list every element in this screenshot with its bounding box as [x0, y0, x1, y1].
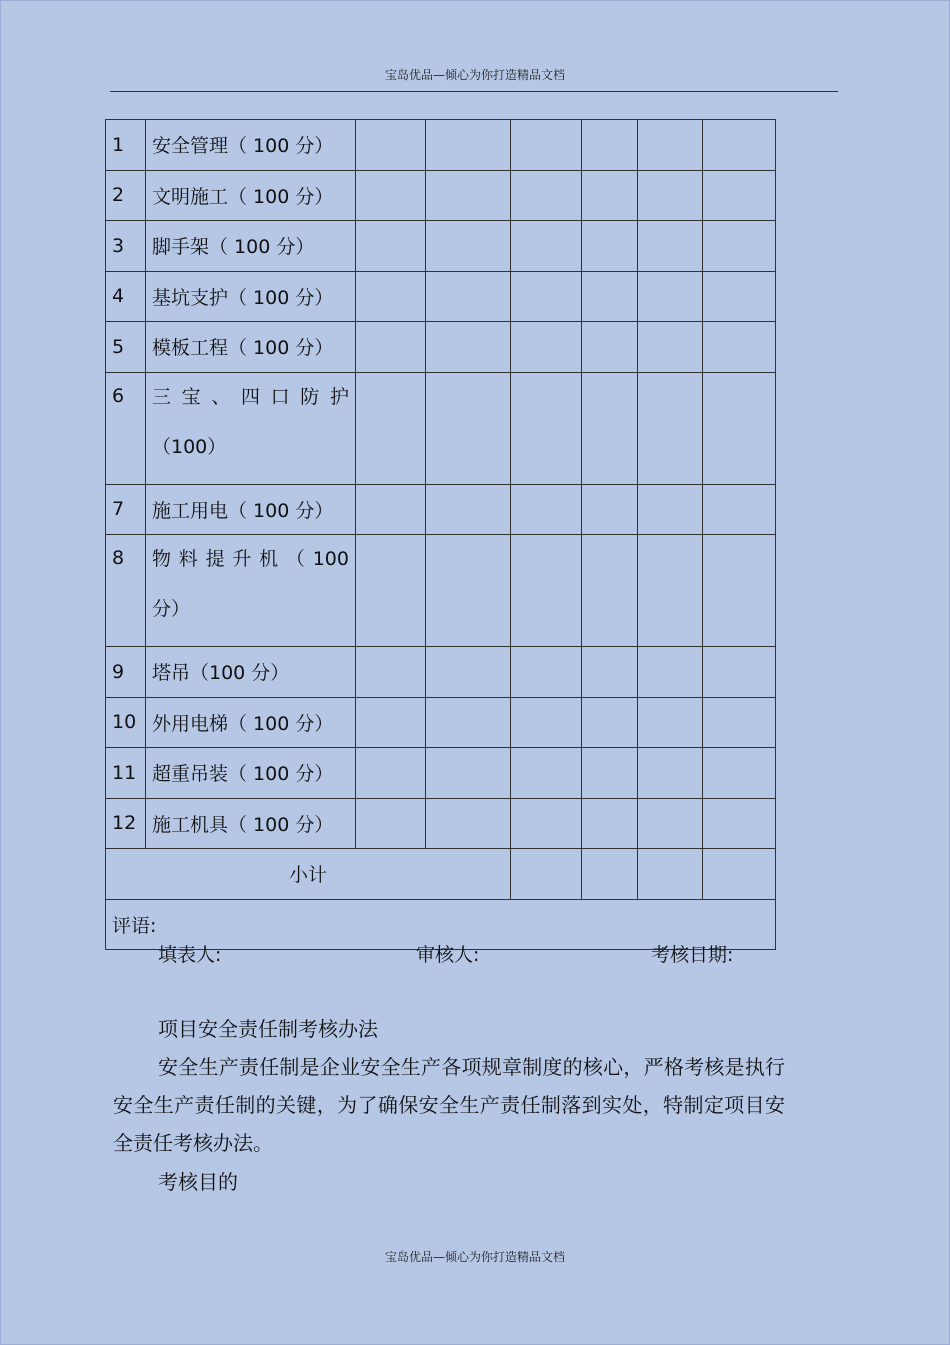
score-cell: [703, 697, 776, 748]
item-name: 脚手架（ 100 分）: [146, 221, 356, 272]
score-cell: [511, 798, 582, 849]
score-cell: [426, 748, 511, 799]
score-cell: [703, 535, 776, 647]
score-cell: [511, 697, 582, 748]
score-cell: [638, 372, 703, 484]
item-name: 安全管理（ 100 分）: [146, 120, 356, 171]
assessment-date-label: 考核日期:: [651, 944, 734, 966]
score-cell: [356, 170, 426, 221]
score-cell: [511, 484, 582, 535]
item-name: [146, 535, 356, 647]
row-number: 7: [106, 484, 146, 535]
score-cell: [638, 221, 703, 272]
item-char: 机: [259, 548, 279, 570]
score-cell: [703, 120, 776, 171]
item-name-line1: [152, 545, 349, 573]
item-char: 、: [211, 385, 231, 408]
header-rule: [110, 91, 838, 92]
score-cell: [511, 221, 582, 272]
table-row: [106, 535, 776, 647]
row-number: 10: [106, 697, 146, 748]
score-cell: [356, 221, 426, 272]
score-cell: [426, 647, 511, 698]
score-cell: [638, 271, 703, 322]
comment-label: 评语:: [106, 899, 776, 949]
row-number: 9: [106, 647, 146, 698]
subtotal-cell: [638, 849, 703, 900]
row-number: 6: [106, 372, 146, 484]
item-char: 提: [205, 548, 225, 570]
subtotal-cell: [582, 849, 638, 900]
item-char: （: [285, 548, 305, 570]
item-name: 施工用电（ 100 分）: [146, 484, 356, 535]
score-cell: [582, 271, 638, 322]
item-char: 口: [270, 385, 290, 408]
score-cell: [356, 120, 426, 171]
score-cell: [356, 372, 426, 484]
score-cell: [703, 647, 776, 698]
item-char: 100: [312, 548, 349, 570]
score-cell: [703, 221, 776, 272]
assessment-table: [105, 119, 776, 950]
table-row: [106, 484, 776, 535]
running-header: 宝岛优品—倾心为你打造精品文档: [384, 68, 565, 82]
score-cell: [426, 697, 511, 748]
item-char: 升: [232, 548, 252, 570]
item-char: 宝: [181, 385, 201, 408]
score-cell: [511, 748, 582, 799]
score-cell: [356, 697, 426, 748]
score-cell: [582, 535, 638, 647]
score-cell: [638, 798, 703, 849]
score-cell: [638, 170, 703, 221]
table-row: [106, 170, 776, 221]
score-cell: [356, 535, 426, 647]
subtotal-cell: [703, 849, 776, 900]
score-cell: [426, 120, 511, 171]
table-row: [106, 221, 776, 272]
subtotal-row: [106, 849, 776, 900]
item-name: 施工机具（ 100 分）: [146, 798, 356, 849]
row-number: 2: [106, 170, 146, 221]
score-cell: [426, 322, 511, 373]
item-name: 外用电梯（ 100 分）: [146, 697, 356, 748]
section-title: 项目安全责任制考核办法: [158, 1017, 378, 1041]
score-cell: [582, 372, 638, 484]
row-number: 3: [106, 221, 146, 272]
score-cell: [582, 748, 638, 799]
body-paragraph: 安全生产责任制是企业安全生产各项规章制度的核心，严格考核是执行安全生产责任制的关键，为了确保安全生产责任制落到实处，特制定项目安全责任考核办法。: [113, 1055, 785, 1155]
row-number: 5: [106, 322, 146, 373]
item-char: 物: [152, 548, 172, 570]
score-cell: [356, 484, 426, 535]
item-char: 三: [152, 385, 172, 408]
item-name-line2: （100）: [152, 435, 227, 458]
score-cell: [511, 170, 582, 221]
item-char: 料: [178, 548, 198, 570]
score-cell: [582, 120, 638, 171]
table-row: [106, 372, 776, 484]
score-cell: [703, 322, 776, 373]
table-row: [106, 748, 776, 799]
table-row: [106, 697, 776, 748]
subtotal-label: 小计: [106, 849, 511, 900]
score-cell: [426, 271, 511, 322]
score-cell: [638, 322, 703, 373]
row-number: 12: [106, 798, 146, 849]
score-cell: [426, 372, 511, 484]
score-cell: [703, 271, 776, 322]
item-name: 超重吊装（ 100 分）: [146, 748, 356, 799]
score-cell: [356, 647, 426, 698]
section-heading: 考核目的: [158, 1170, 238, 1194]
score-cell: [356, 798, 426, 849]
item-name-line2: 分）: [152, 598, 191, 620]
row-number: 4: [106, 271, 146, 322]
item-char: 四: [240, 385, 260, 408]
item-name: [146, 372, 356, 484]
table-row: [106, 798, 776, 849]
score-cell: [356, 271, 426, 322]
table-row: [106, 120, 776, 171]
row-number: 1: [106, 120, 146, 171]
item-name: 塔吊（100 分）: [146, 647, 356, 698]
item-name: 基坑支护（ 100 分）: [146, 271, 356, 322]
reviewer-label: 审核人:: [416, 944, 480, 966]
score-cell: [511, 535, 582, 647]
row-number: 8: [106, 535, 146, 647]
score-cell: [582, 322, 638, 373]
filler-label: 填表人:: [158, 944, 222, 966]
item-char: 护: [329, 385, 349, 408]
item-name-line1: [152, 383, 349, 411]
score-cell: [638, 120, 703, 171]
score-cell: [511, 271, 582, 322]
running-footer: 宝岛优品—倾心为你打造精品文档: [384, 1250, 565, 1264]
subtotal-cell: [511, 849, 582, 900]
row-number: 11: [106, 748, 146, 799]
score-cell: [582, 221, 638, 272]
score-cell: [703, 798, 776, 849]
score-cell: [703, 748, 776, 799]
score-cell: [703, 372, 776, 484]
score-cell: [638, 535, 703, 647]
item-name: 模板工程（ 100 分）: [146, 322, 356, 373]
score-cell: [426, 170, 511, 221]
score-cell: [582, 484, 638, 535]
score-cell: [426, 535, 511, 647]
score-cell: [426, 484, 511, 535]
score-cell: [703, 484, 776, 535]
score-cell: [638, 484, 703, 535]
table-row: [106, 647, 776, 698]
score-cell: [582, 170, 638, 221]
item-char: 防: [300, 385, 320, 408]
score-cell: [638, 697, 703, 748]
score-cell: [703, 170, 776, 221]
score-cell: [582, 647, 638, 698]
score-cell: [356, 322, 426, 373]
score-cell: [582, 697, 638, 748]
table-row: [106, 322, 776, 373]
score-cell: [426, 221, 511, 272]
score-cell: [356, 748, 426, 799]
table-row: [106, 271, 776, 322]
score-cell: [511, 322, 582, 373]
score-cell: [511, 372, 582, 484]
score-cell: [638, 647, 703, 698]
score-cell: [638, 748, 703, 799]
item-name: 文明施工（ 100 分）: [146, 170, 356, 221]
score-cell: [426, 798, 511, 849]
score-cell: [582, 798, 638, 849]
score-cell: [511, 647, 582, 698]
score-cell: [511, 120, 582, 171]
